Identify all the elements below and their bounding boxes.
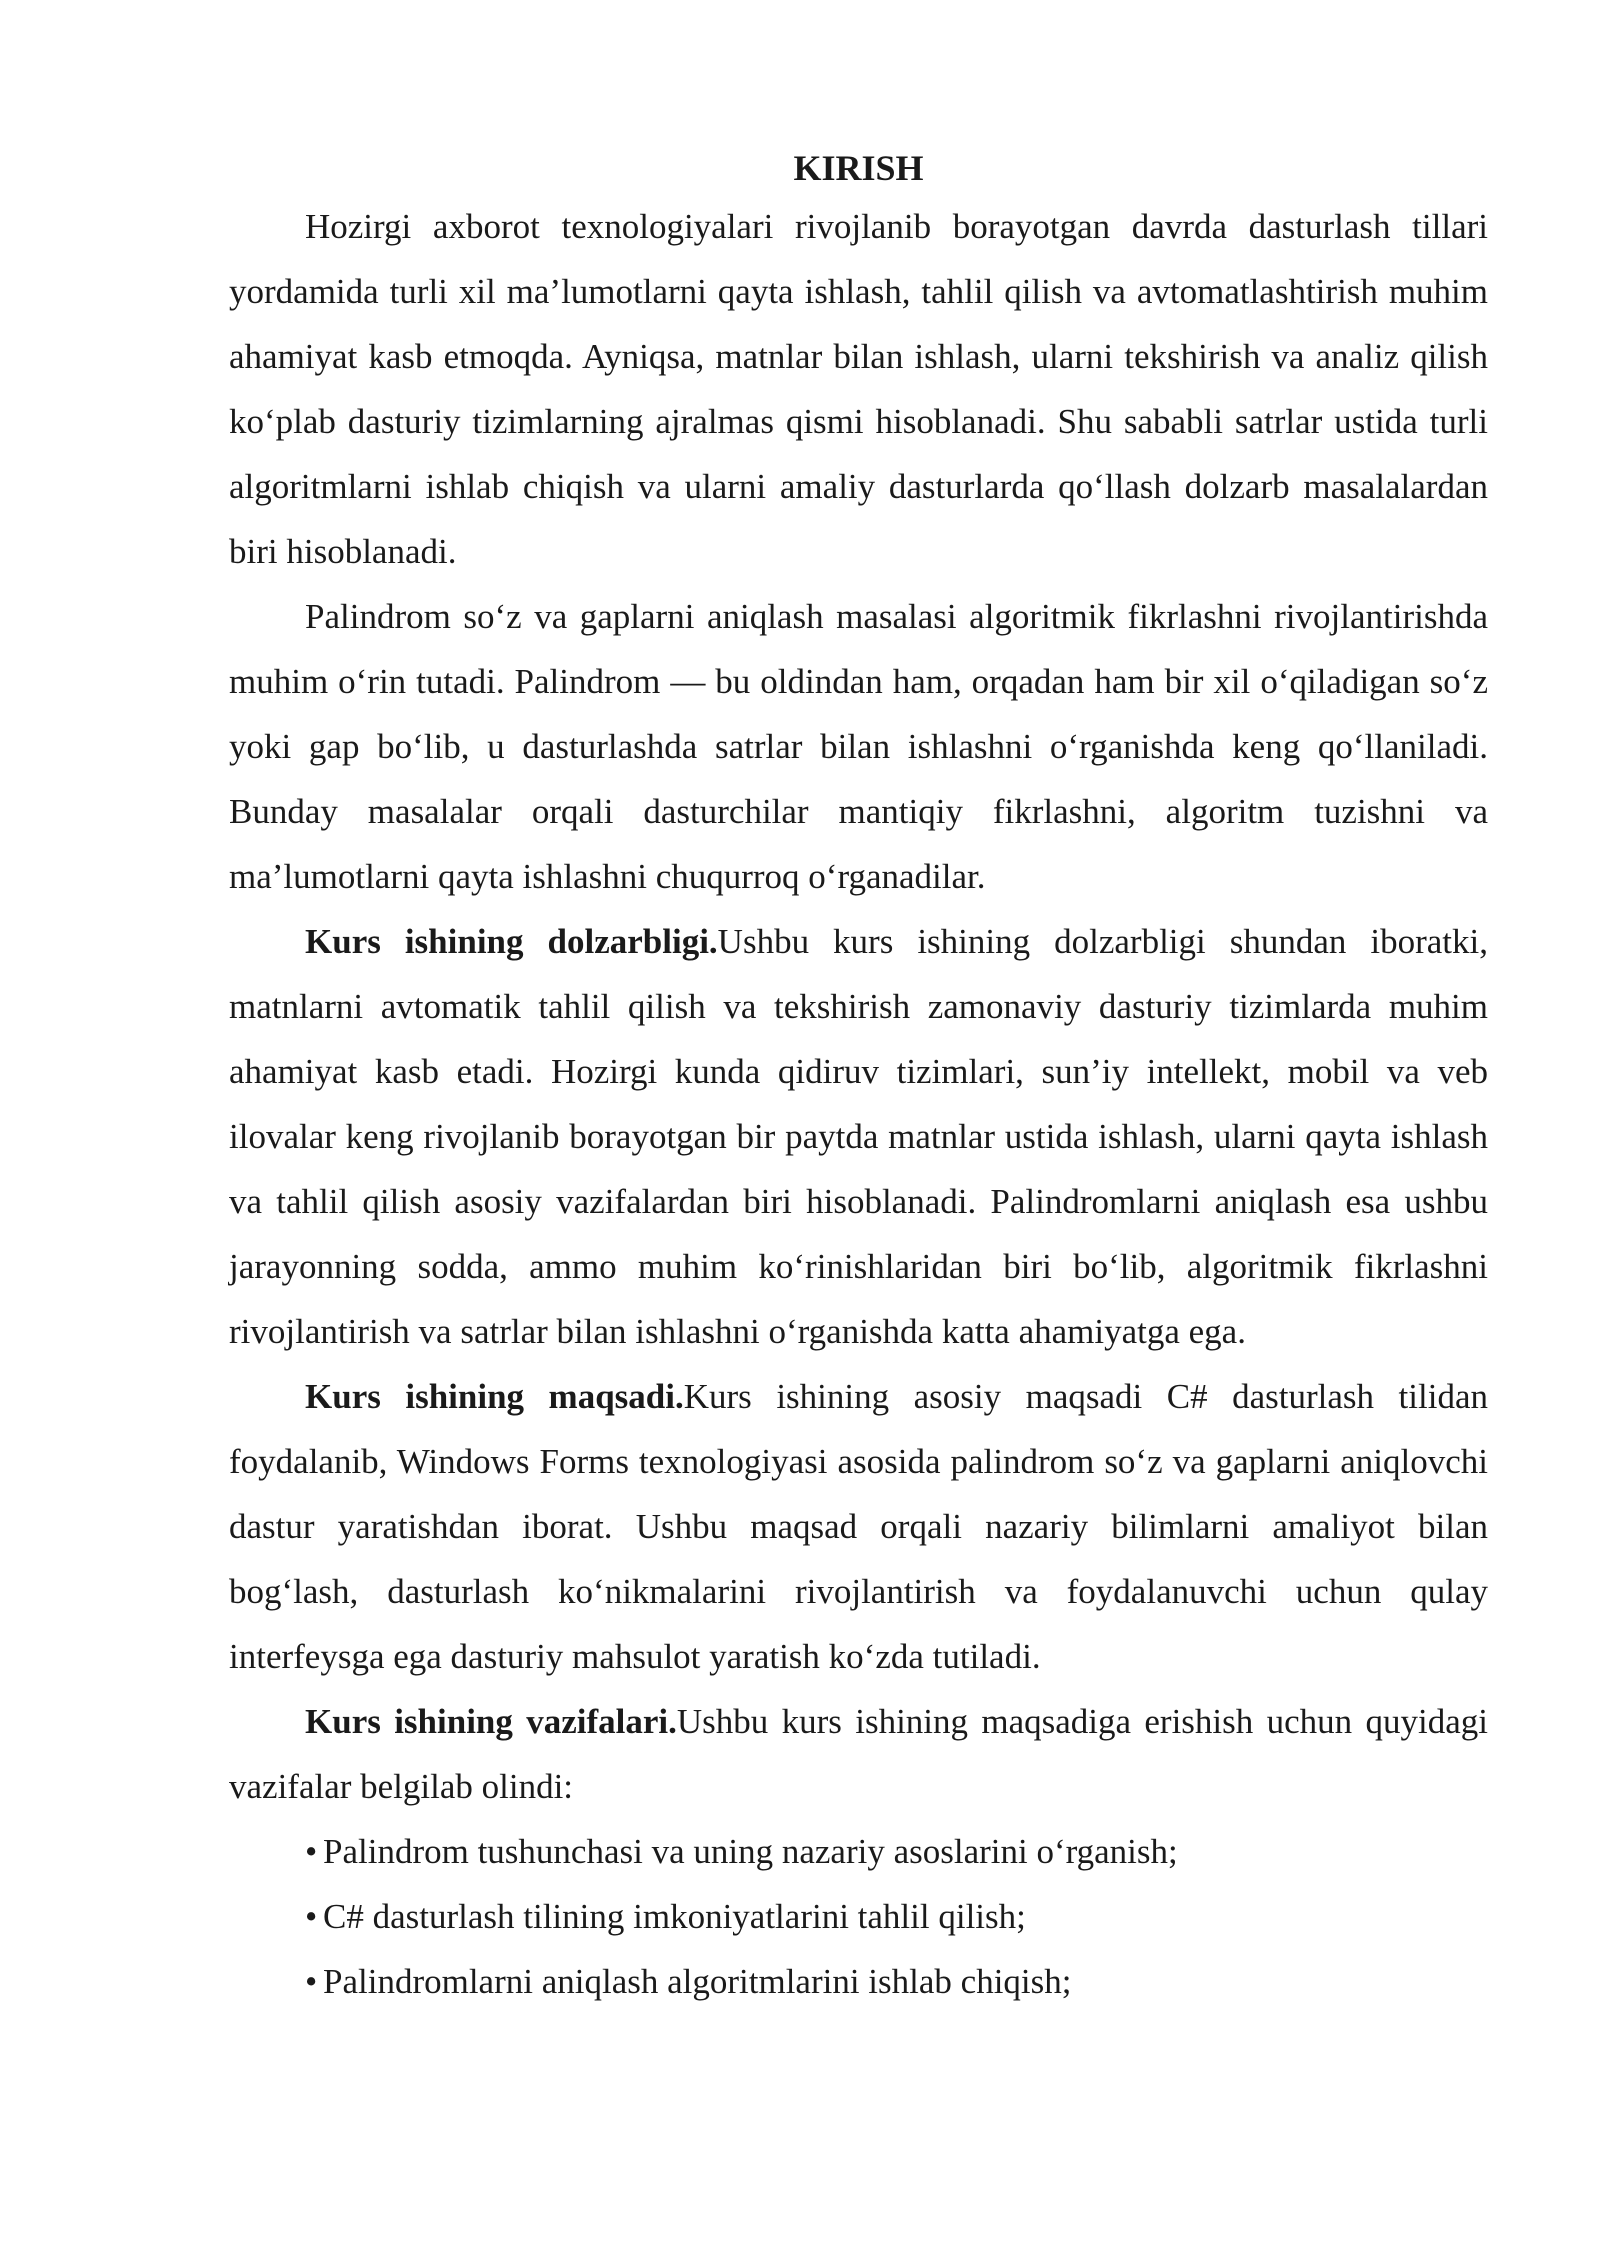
paragraph-intro	[229, 194, 1488, 584]
paragraph-palindrom	[229, 584, 1488, 909]
paragraph-text: Kurs ishining asosiy maqsadi C# dasturlash tilidan foydalanib, Windows Forms texnologiyasi asosida palindrom so‘z va gaplarni aniqlovchi dastur yaratishdan iborat. Ushbu maqsad orqali nazariy bilimlarni amaliyot bilan bog‘lash, dasturlash ko‘nikmalarini rivojlantirish va foydalanuvchi uchun qulay interfeysga ega dasturiy mahsulot yaratish ko‘zda tutiladi.	[229, 1377, 1488, 1676]
paragraph-text: Palindrom so‘z va gaplarni aniqlash masalasi algoritmik fikrlashni rivojlantirishda muhim o‘rin tutadi. Palindrom — bu oldindan ham, orqadan ham bir xil o‘qiladigan so‘z yoki gap bo‘lib, u dasturlashda satrlar bilan ishlashni o‘rganishda keng qo‘llaniladi. Bunday masalalar orqali dasturchilar mantiqiy fikrlashni, algoritm tuzishni va ma’lumotlarni qayta ishlashni chuqurroq o‘rganadilar.	[229, 597, 1488, 896]
list-item	[305, 1949, 1488, 2014]
task-list	[229, 1819, 1488, 2014]
paragraph-vazifalari	[229, 1689, 1488, 1819]
bullet-icon: •	[305, 1962, 318, 2001]
paragraph-lead: Kurs ishining dolzarbligi.	[305, 922, 718, 961]
document-page	[229, 146, 1488, 2014]
bullet-icon: •	[305, 1897, 318, 1936]
list-item-text: Palindrom tushunchasi va uning nazariy asoslarini o‘rganish;	[323, 1832, 1178, 1871]
list-item-text: C# dasturlash tilining imkoniyatlarini tahlil qilish;	[323, 1897, 1026, 1936]
paragraph-lead: Kurs ishining vazifalari.	[305, 1702, 677, 1741]
paragraph-text: Ushbu kurs ishining maqsadiga erishish uchun quyidagi vazifalar belgilab olindi:	[229, 1702, 1488, 1806]
paragraph-lead: Kurs ishining maqsadi.	[305, 1377, 684, 1416]
list-item	[305, 1884, 1488, 1949]
list-item	[305, 1819, 1488, 1884]
paragraph-dolzarbligi	[229, 909, 1488, 1364]
paragraph-text: Hozirgi axborot texnologiyalari rivojlanib borayotgan davrda dasturlash tillari yordamida turli xil ma’lumotlarni qayta ishlash, tahlil qilish va avtomatlashtirish muhim ahamiyat kasb etmoqda. Ayniqsa, matnlar bilan ishlash, ularni tekshirish va analiz qilish ko‘plab dasturiy tizimlarning ajralmas qismi hisoblanadi. Shu sababli satrlar ustida turli algoritmlarni ishlab chiqish va ularni amaliy dasturlarda qo‘llash dolzarb masalalardan biri hisoblanadi.	[229, 207, 1488, 571]
bullet-icon: •	[305, 1832, 318, 1871]
paragraph-text: Ushbu kurs ishining dolzarbligi shundan iboratki, matnlarni avtomatik tahlil qilish va tekshirish zamonaviy dasturiy tizimlarda muhim ahamiyat kasb etadi. Hozirgi kunda qidiruv tizimlari, sun’iy intellekt, mobil va veb ilovalar keng rivojlanib borayotgan bir paytda matnlar ustida ishlash, ularni qayta ishlash va tahlil qilish asosiy vazifalardan biri hisoblanadi. Palindromlarni aniqlash esa ushbu jarayonning sodda, ammo muhim ko‘rinishlaridan biri bo‘lib, algoritmik fikrlashni rivojlantirish va satrlar bilan ishlashni o‘rganishda katta ahamiyatga ega.	[229, 922, 1488, 1351]
list-item-text: Palindromlarni aniqlash algoritmlarini ishlab chiqish;	[323, 1962, 1072, 2001]
paragraph-maqsadi	[229, 1364, 1488, 1689]
page-title: KIRISH	[793, 148, 924, 188]
